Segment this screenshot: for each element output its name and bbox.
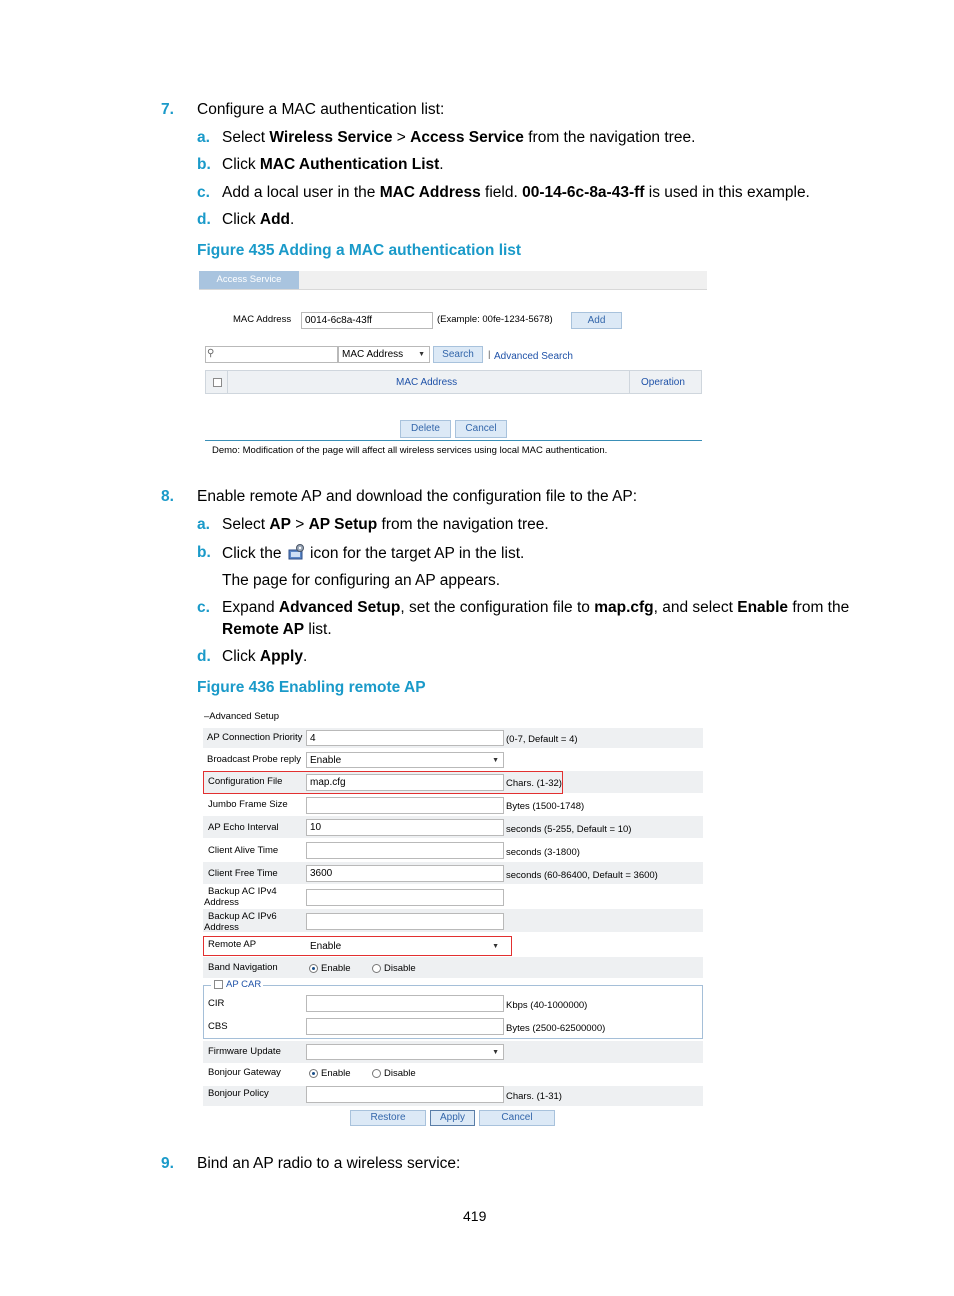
cbs-label: CBS: [208, 1021, 228, 1032]
configuration-file-label: Configuration File: [208, 776, 283, 787]
client-free-time-hint: seconds (60-86400, Default = 3600): [506, 870, 658, 881]
jumbo-frame-size-hint: Bytes (1500-1748): [506, 801, 585, 812]
ap-car-legend: [211, 978, 263, 992]
column-divider: [629, 371, 630, 393]
mac-address-input[interactable]: 0014-6c8a-43ff: [301, 312, 433, 329]
ap-connection-priority-hint: (0-7, Default = 4): [506, 734, 578, 745]
figure-435-screenshot: [199, 271, 707, 456]
band-navigation-disable-label: Disable: [384, 963, 416, 974]
step-8-text: Enable remote AP and download the configuration file to the AP:: [197, 488, 638, 505]
step-7b-text: Click MAC Authentication List.: [222, 156, 444, 173]
figure-436-caption: Figure 436 Enabling remote AP: [197, 679, 426, 696]
column-operation: Operation: [641, 377, 685, 388]
step-8a-letter: a.: [197, 516, 210, 533]
configuration-file-hint: Chars. (1-32): [506, 778, 562, 789]
row-bg: [203, 957, 703, 978]
advanced-setup-toggle[interactable]: –Advanced Setup: [204, 711, 280, 722]
search-field-select[interactable]: [338, 346, 430, 363]
step-7a-text: Select Wireless Service > Access Service from the navigation tree.: [222, 129, 696, 146]
tab-access-service[interactable]: Access Service: [199, 271, 299, 289]
jumbo-frame-size-input[interactable]: [306, 797, 504, 814]
chevron-down-icon: ▼: [492, 1049, 499, 1056]
search-button[interactable]: Search: [433, 346, 483, 363]
cir-label: CIR: [208, 998, 225, 1009]
ap-car-label: AP CAR: [226, 979, 262, 990]
ap-config-icon[interactable]: [286, 544, 306, 561]
step-7a-letter: a.: [197, 129, 210, 146]
search-input[interactable]: [205, 346, 338, 363]
page-number: 419: [463, 1208, 487, 1224]
ap-echo-interval-input[interactable]: 10: [306, 819, 504, 836]
bonjour-gateway-enable-radio[interactable]: [309, 1069, 318, 1078]
backup-ac-ipv6-label: Backup AC IPv6: [208, 911, 277, 922]
step-8c-text-cont: Remote AP list.: [222, 621, 332, 638]
client-alive-time-input[interactable]: [306, 842, 504, 859]
band-navigation-label: Band Navigation: [208, 962, 278, 973]
ap-echo-interval-label: AP Echo Interval: [208, 822, 279, 833]
backup-ac-ipv4-input[interactable]: [306, 889, 504, 906]
band-navigation-disable-radio[interactable]: [372, 964, 381, 973]
figure-436-screenshot: [200, 708, 704, 1128]
column-divider: [227, 371, 228, 393]
step-8c-text: Expand Advanced Setup, set the configuration file to map.cfg, and select Enable from the: [222, 599, 850, 616]
demo-note: Demo: Modification of the page will affect all wireless services using local MAC authentication.: [212, 445, 608, 456]
cbs-hint: Bytes (2500-62500000): [506, 1023, 606, 1034]
client-free-time-label: Client Free Time: [208, 868, 278, 879]
collapse-icon: –: [204, 711, 210, 722]
step-8d-letter: d.: [197, 648, 211, 665]
step-8c-letter: c.: [197, 599, 210, 616]
ap-echo-interval-hint: seconds (5-255, Default = 10): [506, 824, 632, 835]
backup-ac-ipv4-label: Backup AC IPv4: [208, 886, 277, 897]
bonjour-policy-hint: Chars. (1-31): [506, 1091, 562, 1102]
cir-input[interactable]: [306, 995, 504, 1012]
ap-connection-priority-label: AP Connection Priority: [207, 732, 303, 743]
bonjour-gateway-disable-radio[interactable]: [372, 1069, 381, 1078]
column-mac-address[interactable]: MAC Address: [396, 377, 458, 388]
delete-button[interactable]: Delete: [400, 420, 451, 438]
jumbo-frame-size-label: Jumbo Frame Size: [208, 799, 288, 810]
chevron-down-icon: ▼: [418, 351, 425, 358]
step-7d-text: Click Add.: [222, 211, 295, 228]
divider-line: [205, 440, 702, 441]
step-8b-note: The page for configuring an AP appears.: [222, 572, 501, 589]
apply-button[interactable]: Apply: [430, 1110, 475, 1126]
backup-ac-ipv6-input[interactable]: [306, 913, 504, 930]
ap-connection-priority-input[interactable]: 4: [306, 730, 504, 746]
step-9-number: 9.: [161, 1155, 174, 1172]
band-navigation-enable-label: Enable: [321, 963, 351, 974]
remote-ap-select[interactable]: [306, 938, 504, 954]
search-field-value: MAC Address: [342, 349, 404, 360]
client-alive-time-label: Client Alive Time: [208, 845, 279, 856]
step-8d-text: Click Apply.: [222, 648, 308, 665]
backup-ac-ipv6-label-2: Address: [204, 922, 239, 933]
bonjour-policy-input[interactable]: [306, 1086, 504, 1103]
step-9-text: Bind an AP radio to a wireless service:: [197, 1155, 461, 1172]
table-header: [205, 370, 702, 394]
step-8b-letter: b.: [197, 544, 211, 561]
restore-button[interactable]: Restore: [350, 1110, 426, 1126]
bonjour-gateway-disable-label: Disable: [384, 1068, 416, 1079]
client-free-time-input[interactable]: 3600: [306, 865, 504, 882]
cir-hint: Kbps (40-1000000): [506, 1000, 588, 1011]
firmware-update-label: Firmware Update: [208, 1046, 281, 1057]
advanced-search-link[interactable]: Advanced Search: [494, 351, 573, 362]
client-alive-time-hint: seconds (3-1800): [506, 847, 580, 858]
broadcast-probe-reply-value: Enable: [310, 755, 342, 766]
bonjour-gateway-label: Bonjour Gateway: [208, 1067, 281, 1078]
step-7b-letter: b.: [197, 156, 211, 173]
step-7c-letter: c.: [197, 184, 210, 201]
search-icon: ⚲: [207, 348, 215, 359]
broadcast-probe-reply-select[interactable]: [306, 752, 504, 768]
cancel-button[interactable]: Cancel: [455, 420, 507, 438]
mac-address-label: MAC Address: [233, 314, 292, 325]
cbs-input[interactable]: [306, 1018, 504, 1035]
link-separator: |: [488, 349, 491, 360]
step-7-number: 7.: [161, 101, 174, 118]
cancel-button[interactable]: Cancel: [479, 1110, 555, 1126]
step-7c-text: Add a local user in the MAC Address field. 00-14-6c-8a-43-ff is used in this example.: [222, 184, 810, 201]
step-8a-text: Select AP > AP Setup from the navigation tree.: [222, 516, 549, 533]
bonjour-gateway-enable-label: Enable: [321, 1068, 351, 1079]
figure-435-caption: Figure 435 Adding a MAC authentication list: [197, 242, 522, 259]
mac-example-hint: (Example: 00fe-1234-5678): [437, 314, 553, 325]
bonjour-policy-label: Bonjour Policy: [208, 1088, 269, 1099]
ap-car-checkbox[interactable]: [214, 980, 223, 989]
configuration-file-input[interactable]: map.cfg: [306, 774, 504, 791]
step-8b-text: Click the icon for the target AP in the list.: [222, 545, 525, 562]
select-all-checkbox[interactable]: [213, 378, 222, 387]
firmware-update-select[interactable]: [306, 1044, 504, 1060]
chevron-down-icon: ▼: [492, 757, 499, 764]
chevron-down-icon: ▼: [492, 943, 499, 950]
step-8-number: 8.: [161, 488, 174, 505]
broadcast-probe-reply-label: Broadcast Probe reply: [207, 754, 301, 765]
band-navigation-enable-radio[interactable]: [309, 964, 318, 973]
add-button[interactable]: Add: [571, 312, 622, 329]
backup-ac-ipv4-label-2: Address: [204, 897, 239, 908]
remote-ap-value: Enable: [310, 941, 342, 952]
step-7d-letter: d.: [197, 211, 211, 228]
step-7-text: Configure a MAC authentication list:: [197, 101, 445, 118]
remote-ap-label: Remote AP: [208, 939, 257, 950]
